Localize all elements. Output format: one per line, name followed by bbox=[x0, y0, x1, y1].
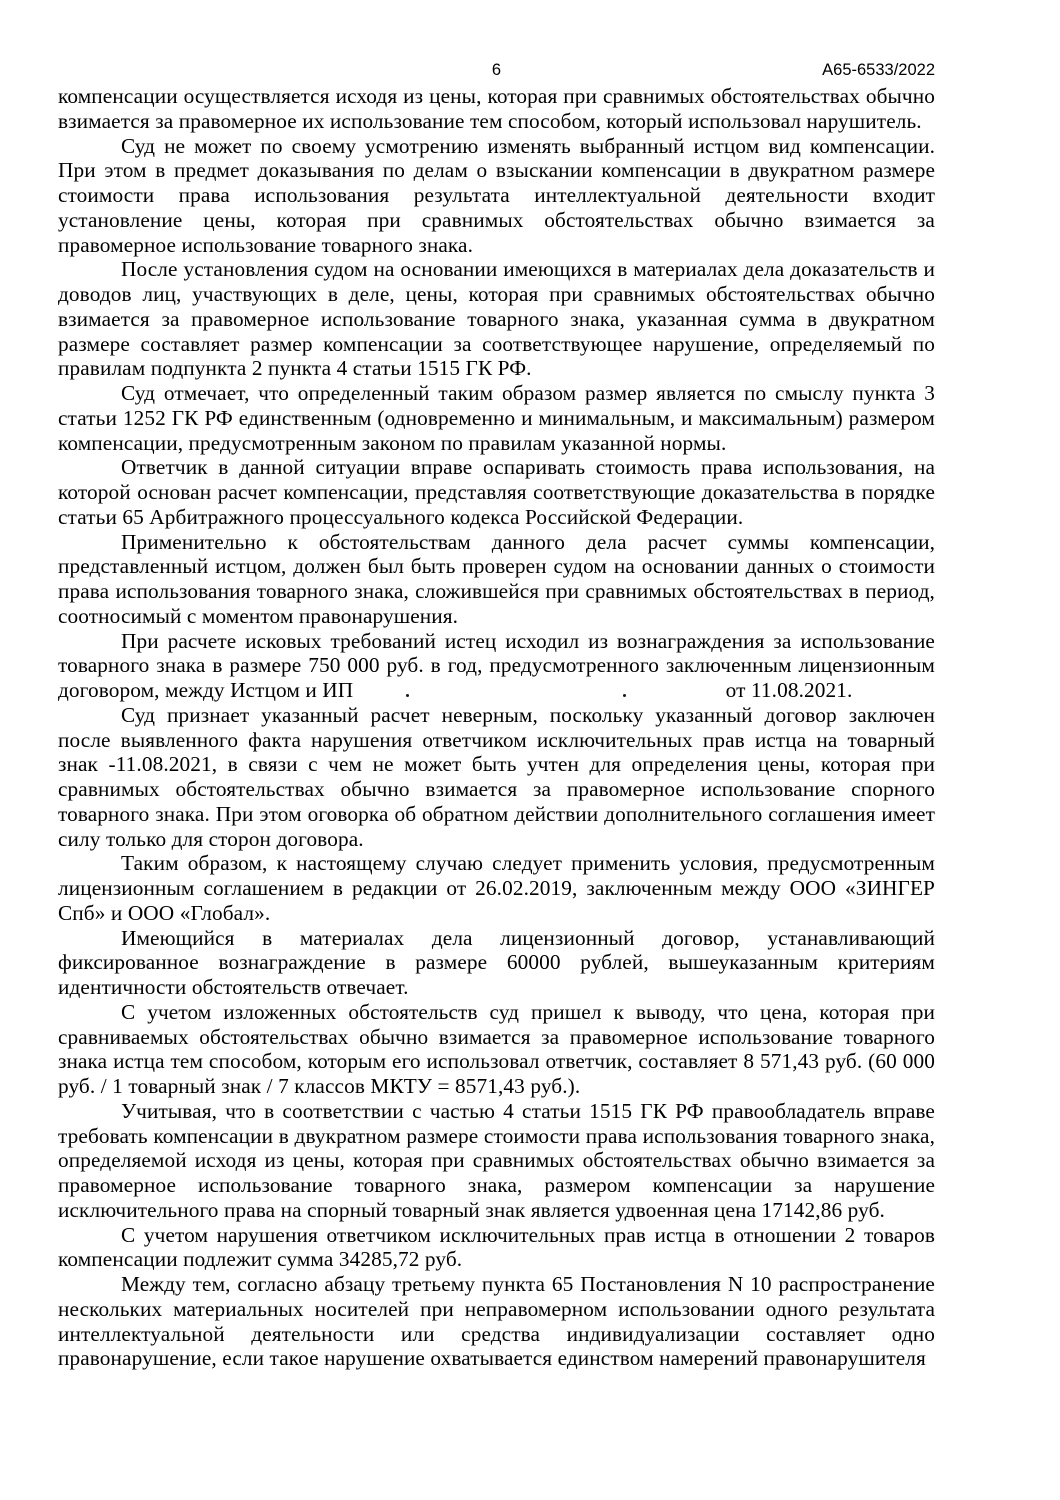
paragraph: Ответчик в данной ситуации вправе оспаривать стоимость права использования, на которой основан расчет компенсации, представляя соответствующие доказательства в порядке статьи 65 Арбитражного процессуального кодекса Российской Федерации. bbox=[58, 455, 935, 529]
paragraph: Суд признает указанный расчет неверным, поскольку указанный договор заключен после выявленного факта нарушения ответчиком исключительных прав истца на товарный знак -11.08.2021, в связи с чем не может быть учтен для определения цены, которая при сравнимых обстоятельствах обычно взимается за правомерное использование спорного товарного знака. При этом оговорка об обратном действии дополнительного соглашения имеет силу только для сторон договора. bbox=[58, 702, 935, 851]
paragraph: Таким образом, к настоящему случаю следует применить условия, предусмотренным лицензионным соглашением в редакции от 26.02.2019, заключенным между ООО «ЗИНГЕР Спб» и ООО «Глобал». bbox=[58, 851, 935, 925]
paragraph: С учетом нарушения ответчиком исключительных прав истца в отношении 2 товаров компенсации подлежит сумма 34285,72 руб. bbox=[58, 1222, 935, 1272]
paragraph: После установления судом на основании имеющихся в материалах дела доказательств и доводов лиц, участвующих в деле, цены, которая при сравнимых обстоятельствах обычно взимается за правомерное использование товарного знака, указанная сумма в двукратном размере составляет размер компенсации за соответствующее нарушение, определяемый по правилам подпункта 2 пункта 4 статьи 1515 ГК РФ. bbox=[58, 257, 935, 381]
paragraph: Между тем, согласно абзацу третьему пункта 65 Постановления N 10 распространение нескольких материальных носителей при неправомерном использовании одного результата интеллектуальной деятельности или средства индивидуализации составляет одно правонарушение, если такое нарушение охватывается единством намерений правонарушителя bbox=[58, 1272, 935, 1371]
paragraph: компенсации осуществляется исходя из цены, которая при сравнимых обстоятельствах обычно взимается за правомерное их использование тем способом, который использовал нарушитель. bbox=[58, 84, 935, 133]
paragraph: Применительно к обстоятельствам данного дела расчет суммы компенсации, представленный истцом, должен был быть проверен судом на основании данных о стоимости права использования товарного знака, сложившейся при сравнимых обстоятельствах в период, соотносимый с моментом правонарушения. bbox=[58, 529, 935, 628]
paragraph: Суд не может по своему усмотрению изменять выбранный истцом вид компенсации. При этом в предмет доказывания по делам о взыскании компенсации в двукратном размере стоимости права использования результата интеллектуальной деятельности входит установление цены, которая при сравнимых обстоятельствах обычно взимается за правомерное использование товарного знака. bbox=[58, 133, 935, 257]
document-body bbox=[58, 84, 935, 1371]
redaction-dot-artifact bbox=[623, 694, 626, 697]
case-number: А65-6533/2022 bbox=[822, 61, 935, 79]
paragraph: Учитывая, что в соответствии с частью 4 статьи 1515 ГК РФ правообладатель вправе требовать компенсации в двукратном размере стоимости права использования товарного знака, определяемой исходя из цены, которая при сравнимых обстоятельствах обычно взимается за правомерное использование товарного знака, размером компенсации за нарушение исключительного права на спорный товарный знак является удвоенная цена 17142,86 руб. bbox=[58, 1098, 935, 1222]
redacted-name-gap bbox=[359, 685, 726, 697]
paragraph: Имеющийся в материалах дела лицензионный договор, устанавливающий фиксированное вознаграждение в размере 60000 рублей, вышеуказанным критериям идентичности обстоятельств отвечает. bbox=[58, 925, 935, 999]
paragraph: С учетом изложенных обстоятельств суд пришел к выводу, что цена, которая при сравниваемых обстоятельствах обычно взимается за правомерное использование товарного знака истца тем способом, которым его использовал ответчик, составляет 8 571,43 руб. (60 000 руб. / 1 товарный знак / 7 классов МКТУ = 8571,43 руб.). bbox=[58, 999, 935, 1098]
paragraph: Суд отмечает, что определенный таким образом размер является по смыслу пункта 3 статьи 1252 ГК РФ единственным (одновременно и минимальным, и максимальным) размером компенсации, предусмотренным законом по правилам указанной нормы. bbox=[58, 381, 935, 455]
paragraph: При расчете исковых требований истец исходил из вознаграждения за использование товарного знака в размере 750 000 руб. в год, предусмотренного заключенным лицензионным договором, между Истцом и ИП от 11.08.2021. bbox=[58, 628, 935, 702]
redaction-dot-artifact bbox=[406, 694, 409, 697]
page-number: 6 bbox=[491, 61, 502, 79]
page-header bbox=[58, 60, 935, 82]
